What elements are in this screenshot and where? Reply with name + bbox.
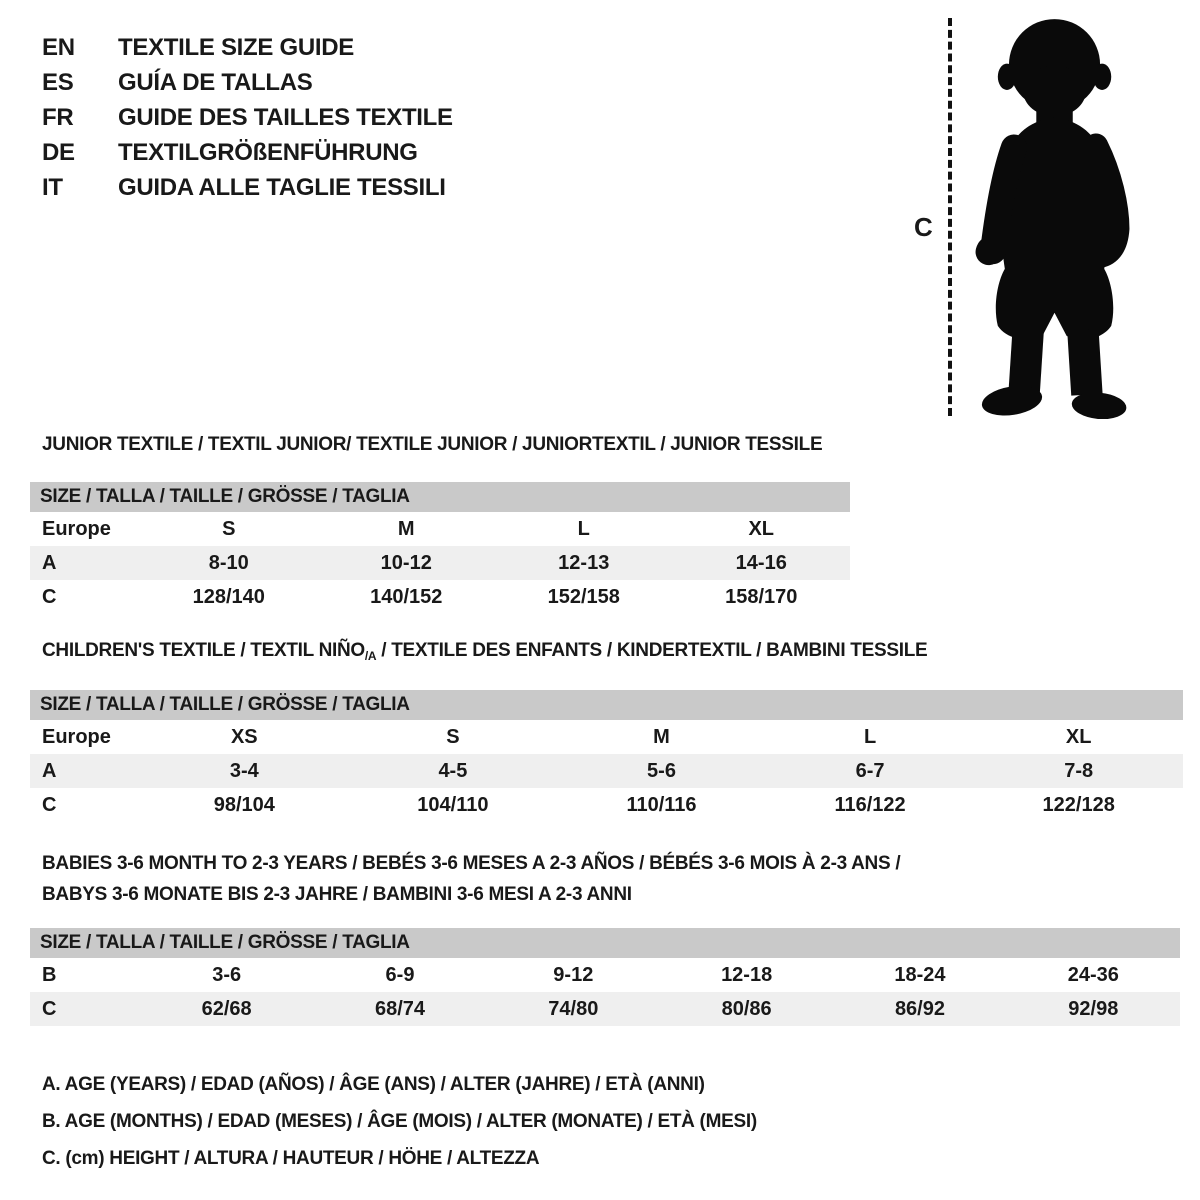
legend-line-c: C. (cm) HEIGHT / ALTURA / HAUTEUR / HÖHE / ALTEZZA	[42, 1148, 540, 1169]
height-cell: 110/116	[626, 794, 697, 816]
toddler-silhouette-icon	[960, 14, 1145, 419]
row-label: C	[42, 586, 57, 608]
size-cell: M	[397, 518, 415, 540]
lang-row-it	[42, 170, 453, 205]
babies-section-heading	[42, 848, 900, 910]
lang-code: IT	[42, 173, 63, 201]
lang-row-en	[42, 30, 453, 65]
row-label: A	[42, 552, 57, 574]
months-cell: 3-6	[212, 964, 242, 986]
age-cell: 7-8	[1064, 760, 1094, 782]
lang-row-de	[42, 135, 453, 170]
lang-row-es	[42, 65, 453, 100]
age-cell: 12-13	[558, 552, 610, 574]
height-cell: 158/170	[725, 586, 798, 608]
months-cell: 12-18	[721, 964, 773, 986]
size-cell: L	[863, 726, 877, 748]
lang-code: DE	[42, 138, 75, 166]
junior-size-table	[30, 482, 850, 614]
children-heading-post: / TEXTILE DES ENFANTS / KINDERTEXTIL / BAMBINI TESSILE	[376, 640, 928, 661]
size-cell: S	[222, 518, 236, 540]
babies-size-table	[30, 928, 1180, 1026]
lang-title: TEXTILE SIZE GUIDE	[118, 33, 354, 61]
language-title-list	[42, 30, 453, 205]
height-cell: 80/86	[721, 998, 772, 1020]
lang-row-fr	[42, 100, 453, 135]
lang-title: GUÍA DE TALLAS	[118, 68, 313, 96]
babies-heading-line1: BABIES 3-6 MONTH TO 2-3 YEARS / BEBÉS 3-6 MESES A 2-3 AÑOS / BÉBÉS 3-6 MOIS À 2-3 ANS /	[42, 853, 901, 874]
lang-title: GUIDE DES TAILLES TEXTILE	[118, 103, 453, 131]
junior-table-size-header: SIZE / TALLA / TAILLE / GRÖSSE / TAGLIA	[30, 482, 850, 512]
height-cell: 98/104	[213, 794, 275, 816]
months-cell: 9-12	[553, 964, 594, 986]
height-cell: 152/158	[547, 586, 620, 608]
table-row	[30, 754, 1183, 788]
table-row	[30, 958, 1180, 992]
legend-line-b: B. AGE (MONTHS) / EDAD (MESES) / ÂGE (MOIS) / ALTER (MONATE) / ETÀ (MESI)	[42, 1111, 757, 1132]
height-cell: 62/68	[201, 998, 252, 1020]
months-cell: 18-24	[894, 964, 946, 986]
size-cell: M	[653, 726, 670, 748]
height-cell: 68/74	[374, 998, 426, 1020]
age-cell: 8-10	[208, 552, 249, 574]
row-label: A	[42, 760, 57, 782]
age-cell: 5-6	[647, 760, 676, 782]
height-cell: 86/92	[894, 998, 945, 1020]
height-cell: 104/110	[417, 794, 489, 816]
legend-line-a: A. AGE (YEARS) / EDAD (AÑOS) / ÂGE (ANS) / ALTER (JAHRE) / ETÀ (ANNI)	[42, 1074, 705, 1095]
lang-code: EN	[42, 33, 75, 61]
lang-code: ES	[42, 68, 74, 96]
table-row	[30, 992, 1180, 1026]
height-cell: 92/98	[1068, 998, 1119, 1020]
babies-heading-line2: BABYS 3-6 MONATE BIS 2-3 JAHRE / BAMBINI 3-6 MESI A 2-3 ANNI	[42, 884, 632, 905]
height-measure-label: C	[914, 212, 933, 242]
height-cell: 140/152	[370, 586, 443, 608]
table-row	[30, 720, 1183, 754]
age-cell: 4-5	[438, 760, 468, 782]
row-label: C	[42, 794, 57, 816]
children-size-table	[30, 690, 1183, 822]
lang-code: FR	[42, 103, 74, 131]
lang-title: GUIDA ALLE TAGLIE TESSILI	[118, 173, 446, 201]
children-heading-pre: CHILDREN'S TEXTILE / TEXTIL NIÑO	[42, 640, 365, 661]
babies-table-size-header: SIZE / TALLA / TAILLE / GRÖSSE / TAGLIA	[30, 928, 1180, 958]
children-heading-sub: /A	[364, 649, 377, 663]
size-cell: L	[577, 518, 590, 540]
height-cell: 116/122	[834, 794, 906, 816]
row-label: Europe	[42, 726, 111, 748]
size-cell: XS	[230, 726, 258, 748]
children-table-size-header: SIZE / TALLA / TAILLE / GRÖSSE / TAGLIA	[30, 690, 1183, 720]
height-cell: 128/140	[192, 586, 265, 608]
size-cell: XL	[1065, 726, 1092, 748]
size-cell: XL	[748, 518, 775, 540]
row-label: Europe	[42, 518, 111, 540]
months-cell: 24-36	[1067, 964, 1119, 986]
table-row	[30, 512, 850, 546]
row-label: B	[42, 964, 57, 986]
age-cell: 3-4	[229, 760, 259, 782]
table-row	[30, 580, 850, 614]
table-row	[30, 546, 850, 580]
height-cell: 122/128	[1042, 794, 1115, 816]
months-cell: 6-9	[385, 964, 415, 986]
measurement-legend	[42, 1066, 757, 1177]
lang-title: TEXTILGRÖßENFÜHRUNG	[118, 138, 418, 166]
height-cell: 74/80	[548, 998, 599, 1020]
age-cell: 6-7	[855, 760, 885, 782]
junior-section-heading: JUNIOR TEXTILE / TEXTIL JUNIOR/ TEXTILE JUNIOR / JUNIORTEXTIL / JUNIOR TESSILE	[42, 434, 823, 455]
row-label: C	[42, 998, 57, 1020]
age-cell: 14-16	[735, 552, 787, 574]
height-measure-dashed-line	[948, 18, 952, 416]
children-section-heading	[42, 640, 927, 663]
size-cell: S	[446, 726, 460, 748]
table-row	[30, 788, 1183, 822]
age-cell: 10-12	[380, 552, 432, 574]
